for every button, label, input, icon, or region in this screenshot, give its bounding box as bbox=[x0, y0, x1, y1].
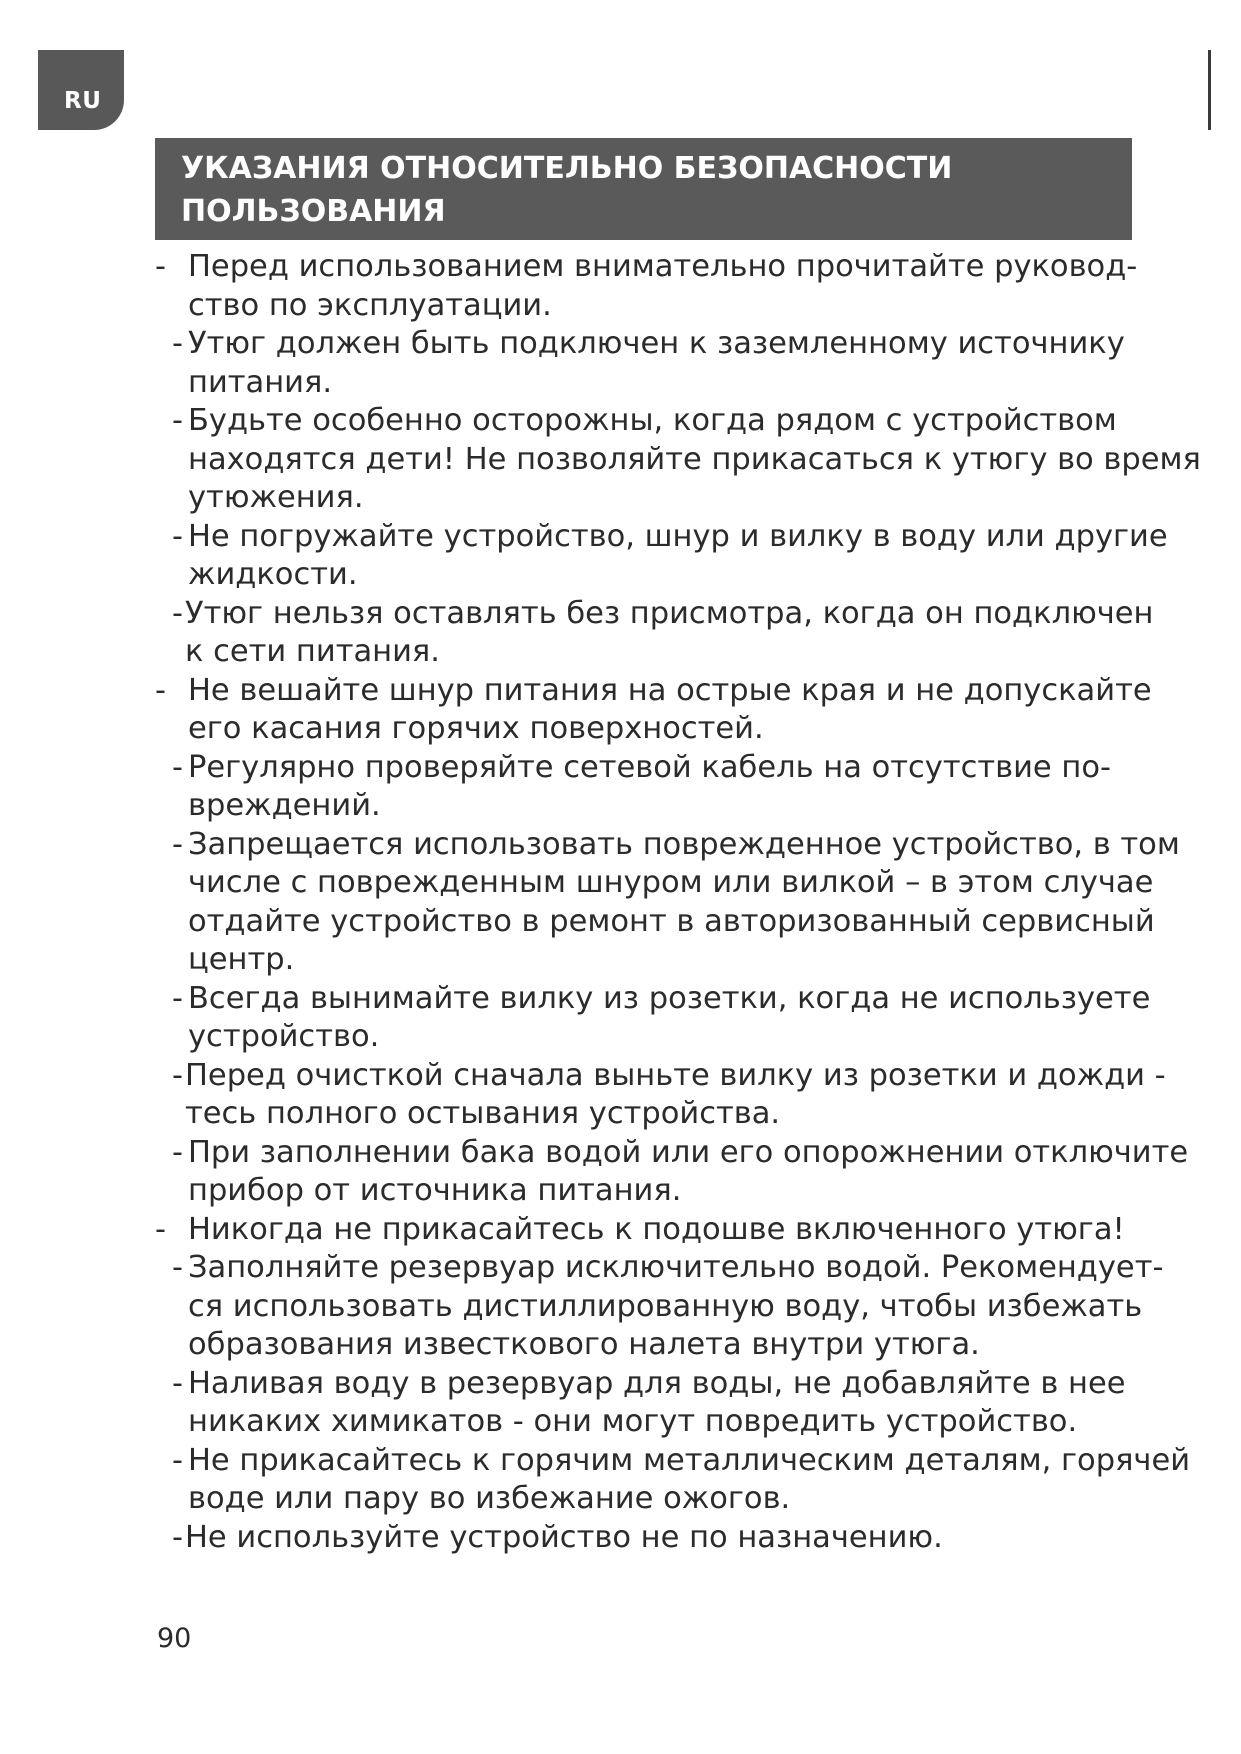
bullet-dash: - bbox=[172, 749, 184, 785]
item-line: к сети питания. bbox=[185, 634, 440, 669]
item-line: ство по эксплуатации. bbox=[188, 287, 552, 323]
section-title-line-2: ПОЛЬЗОВАНИЯ bbox=[181, 194, 446, 229]
bullet-dash: - bbox=[172, 518, 184, 554]
list-item bbox=[155, 1519, 1145, 1558]
item-line: Заполняйте резервуар исключительно водой. Рекомендует- bbox=[188, 1250, 1164, 1285]
item-line: питания. bbox=[188, 364, 333, 400]
language-label: RU bbox=[64, 88, 102, 114]
item-line: воде или пару во избежание ожогов. bbox=[188, 1481, 791, 1516]
item-line: утюжения. bbox=[188, 480, 364, 515]
language-tab bbox=[38, 50, 124, 130]
item-line: устройство. bbox=[188, 1019, 380, 1054]
item-line: жидкости. bbox=[188, 557, 358, 592]
list-item bbox=[155, 1134, 1189, 1211]
list-item bbox=[155, 1211, 1145, 1250]
item-line: прибор от источника питания. bbox=[188, 1173, 682, 1208]
item-line: никаких химикатов - они могут повредить устройство. bbox=[188, 1404, 1078, 1439]
item-line: образования известкового налета внутри утюга. bbox=[188, 1327, 980, 1362]
bullet-dash: - bbox=[172, 1134, 184, 1170]
bullet-dash: - bbox=[172, 826, 184, 862]
item-line: Не прикасайтесь к горячим металлическим деталям, горячей bbox=[188, 1442, 1191, 1478]
list-item bbox=[155, 595, 1154, 672]
list-item bbox=[155, 1442, 1191, 1519]
item-line: Утюг должен быть подключен к заземленному источнику bbox=[188, 326, 1125, 361]
list-item bbox=[155, 402, 1201, 518]
item-line: Не погружайте устройство, шнур и вилку в воду или другие bbox=[188, 518, 1168, 554]
bullet-dash: - bbox=[155, 249, 167, 284]
list-item bbox=[155, 518, 1168, 595]
item-line: При заполнении бака водой или его опорожнении отключите bbox=[188, 1134, 1189, 1170]
item-line: Утюг нельзя оставлять без присмотра, когда он подключен bbox=[185, 595, 1154, 631]
item-line: Всегда вынимайте вилку из розетки, когда не используете bbox=[188, 980, 1151, 1016]
item-line: ся использовать дистиллированную воду, чтобы избежать bbox=[188, 1288, 1143, 1324]
bullet-dash: - bbox=[172, 1365, 184, 1401]
item-line: находятся дети! Не позволяйте прикасаться к утюгу во время bbox=[188, 441, 1201, 477]
item-line: отдайте устройство в ремонт в авторизованный сервисный bbox=[188, 903, 1155, 939]
item-line: Не вешайте шнур питания на острые края и не допускайте bbox=[188, 672, 1152, 708]
bullet-dash: - bbox=[172, 1442, 184, 1478]
item-line: Никогда не прикасайтесь к подошве включенного утюга! bbox=[188, 1211, 1125, 1247]
list-item bbox=[155, 749, 1145, 826]
list-item bbox=[155, 1057, 1166, 1134]
bullet-dash: - bbox=[172, 1057, 184, 1093]
item-line: Перед очисткой сначала выньте вилку из розетки и дожди - bbox=[185, 1057, 1166, 1093]
bullet-dash: - bbox=[172, 595, 184, 631]
list-item bbox=[155, 980, 1151, 1057]
item-line: тесь полного остывания устройства. bbox=[185, 1096, 781, 1131]
bullet-dash: - bbox=[155, 1211, 167, 1247]
item-line: Не используйте устройство не по назначению. bbox=[185, 1519, 943, 1555]
list-item bbox=[155, 1249, 1164, 1365]
bullet-dash: - bbox=[172, 1250, 184, 1285]
list-item bbox=[155, 672, 1152, 749]
item-line: числе с поврежденным шнуром или вилкой – в этом случае bbox=[188, 865, 1154, 900]
bullet-dash: - bbox=[172, 403, 184, 438]
page-number: 90 bbox=[157, 1623, 192, 1654]
bullet-dash: - bbox=[172, 326, 184, 361]
item-line: Будьте особенно осторожны, когда рядом с устройством bbox=[188, 403, 1117, 438]
safety-instructions-list bbox=[155, 248, 1201, 1557]
page-edge-marker bbox=[1208, 50, 1211, 130]
item-line: Перед использованием внимательно прочитайте руковод- bbox=[188, 249, 1138, 284]
list-item bbox=[155, 325, 1145, 402]
section-title-bar bbox=[155, 138, 1132, 240]
item-line: вреждений. bbox=[188, 788, 381, 823]
bullet-dash: - bbox=[172, 980, 184, 1016]
list-item bbox=[155, 826, 1180, 980]
section-title-line-1: УКАЗАНИЯ ОТНОСИТЕЛЬНО БЕЗОПАСНОСТИ bbox=[181, 151, 953, 186]
item-line: Запрещается использовать поврежденное устройство, в том bbox=[188, 826, 1180, 862]
item-line: его касания горячих поверхностей. bbox=[188, 711, 764, 746]
bullet-dash: - bbox=[155, 672, 167, 708]
list-item bbox=[155, 1365, 1145, 1442]
item-line: Наливая воду в резервуар для воды, не добавляйте в нее bbox=[188, 1365, 1126, 1401]
item-line: центр. bbox=[188, 942, 295, 977]
bullet-dash: - bbox=[172, 1519, 184, 1555]
item-line: Регулярно проверяйте сетевой кабель на отсутствие по- bbox=[188, 749, 1111, 785]
list-item bbox=[155, 248, 1145, 325]
